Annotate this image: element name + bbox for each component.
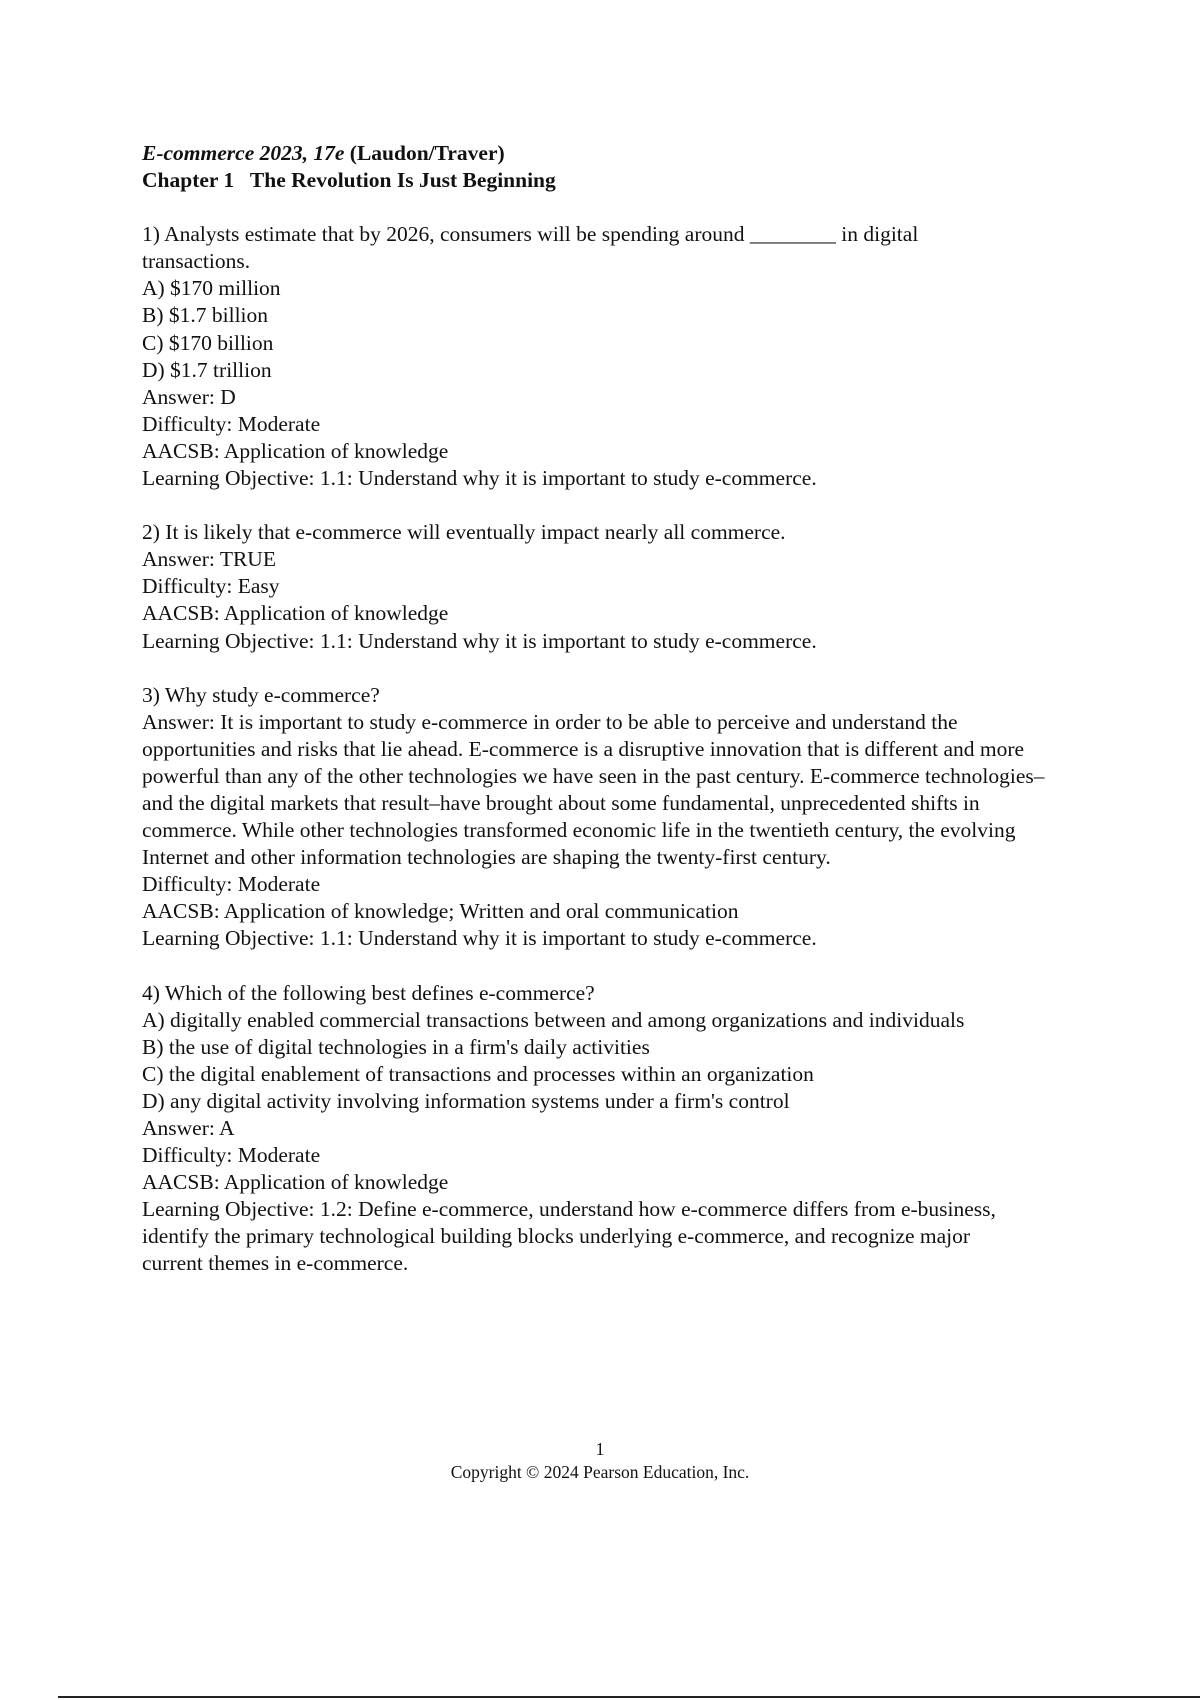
answer: Answer: It is important to study e-commerce in order to be able to perceive and understand the opportunities and risks that lie ahead. E-commerce is a disruptive innovation that is different and more powerful than any of the other technologies we have seen in the past century. E-commerce technologies–and the digital markets that result–have brought about some fundamental, unprecedented shifts in commerce. While other technologies transformed economic life in the twentieth century, the evolving Internet and other information technologies are shaping the twenty-first century.	[142, 709, 1045, 870]
learning-objective: Learning Objective: 1.1: Understand why it is important to study e-commerce.	[142, 628, 817, 653]
option-c: C) $170 billion	[142, 330, 274, 355]
question-2	[142, 519, 1072, 654]
aacsb: AACSB: Application of knowledge; Written and oral communication	[142, 899, 739, 924]
question-stem: 3) Why study e-commerce?	[142, 682, 380, 707]
difficulty: Difficulty: Moderate	[142, 1143, 321, 1168]
aacsb: AACSB: Application of knowledge	[142, 601, 449, 626]
learning-objective: Learning Objective: 1.1: Understand why it is important to study e-commerce.	[142, 466, 817, 491]
difficulty: Difficulty: Easy	[142, 574, 280, 599]
learning-objective: Learning Objective: 1.2: Define e-commerce, understand how e-commerce differs from e-business, identify the primary technological building blocks underlying e-commerce, and recognize major current themes in e-commerce.	[142, 1197, 996, 1276]
book-authors: (Laudon/Traver)	[344, 141, 505, 165]
bottom-divider	[58, 1696, 1200, 1698]
question-3	[142, 682, 1072, 953]
copyright-notice: Copyright © 2024 Pearson Education, Inc.	[450, 1462, 750, 1482]
option-a: A) digitally enabled commercial transactions between and among organizations and individuals	[142, 1007, 965, 1032]
question-stem: 2) It is likely that e-commerce will eventually impact nearly all commerce.	[142, 520, 786, 545]
option-d: D) any digital activity involving information systems under a firm's control	[142, 1088, 790, 1113]
chapter-title: Chapter 1 The Revolution Is Just Beginning	[142, 168, 556, 193]
option-d: D) $1.7 trillion	[142, 357, 272, 382]
book-title-line	[142, 140, 1072, 167]
question-stem: 4) Which of the following best defines e-commerce?	[142, 980, 595, 1005]
page-number: 1	[595, 1439, 605, 1459]
page-footer	[0, 1438, 1200, 1484]
aacsb: AACSB: Application of knowledge	[142, 1170, 449, 1195]
question-stem: 1) Analysts estimate that by 2026, consumers will be spending around ________ in digital transactions.	[142, 222, 919, 274]
difficulty: Difficulty: Moderate	[142, 411, 321, 436]
document-page	[142, 140, 1072, 1305]
option-b: B) $1.7 billion	[142, 303, 269, 328]
answer: Answer: A	[142, 1116, 235, 1140]
aacsb: AACSB: Application of knowledge	[142, 438, 449, 463]
document-header	[142, 140, 1072, 194]
difficulty: Difficulty: Moderate	[142, 872, 321, 897]
answer: Answer: D	[142, 384, 236, 409]
option-b: B) the use of digital technologies in a firm's daily activities	[142, 1034, 650, 1059]
answer: Answer: TRUE	[142, 547, 276, 572]
book-title: E-commerce 2023, 17e	[142, 141, 345, 165]
option-a: A) $170 million	[142, 276, 281, 301]
option-c: C) the digital enablement of transactions and processes within an organization	[142, 1061, 814, 1086]
question-4	[142, 980, 1072, 1278]
learning-objective: Learning Objective: 1.1: Understand why it is important to study e-commerce.	[142, 926, 817, 951]
question-1	[142, 221, 1072, 492]
